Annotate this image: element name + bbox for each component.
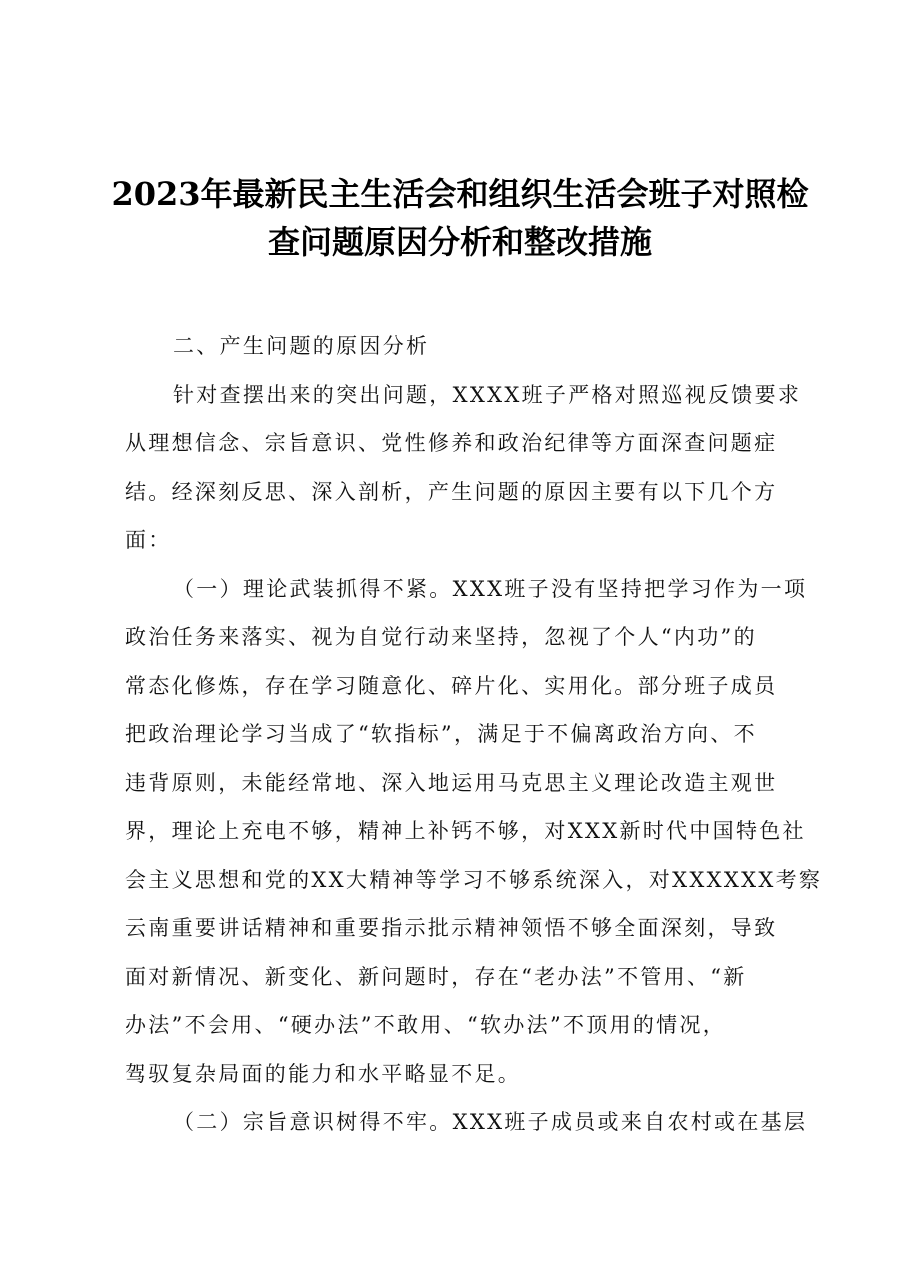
paragraph-line: 办法”不会用、“硬办法”不敢用、“软办法”不顶用的情况， — [125, 1013, 727, 1037]
paragraph-line: （一）理论武装抓得不紧。XXX班子没有坚持把学习作为一项 — [173, 576, 808, 601]
document-title — [80, 170, 840, 266]
paragraph-line: （二）宗旨意识树得不牢。XXX班子成员或来自农村或在基层 — [173, 1110, 808, 1134]
paragraph-line: 云南重要讲话精神和重要指示批示精神领悟不够全面深刻，导致 — [125, 916, 778, 940]
title-line-2: 查问题原因分析和整改措施 — [267, 223, 652, 261]
paragraph-line: 把政治理论学习当成了“软指标”，满足于不偏离政治方向、不 — [125, 722, 757, 746]
paragraph-line: 会主义思想和党的XX大精神等学习不够系统深入，对XXXXXX考察 — [125, 867, 823, 892]
paragraph-line: 结。经深刻反思、深入剖析，产生问题的原因主要有以下几个方 — [125, 479, 778, 504]
document-body — [125, 322, 825, 1147]
paragraph-line: 针对查摆出来的突出问题，XXXX班子严格对照巡视反馈要求 — [173, 382, 802, 407]
paragraph-1 — [125, 371, 825, 565]
paragraph-line: 常态化修炼，存在学习随意化、碎片化、实用化。部分班子成员 — [125, 673, 778, 698]
paragraph-line: 政治任务来落实、视为自觉行动来坚持，忽视了个人“内功”的 — [125, 625, 757, 649]
section-heading: 二、产生问题的原因分析 — [173, 334, 430, 358]
paragraph-2 — [125, 565, 825, 1099]
paragraph-line: 违背原则，未能经常地、深入地运用马克思主义理论改造主观世 — [125, 770, 778, 795]
paragraph-line: 界，理论上充电不够，精神上补钙不够，对XXX新时代中国特色社 — [125, 819, 806, 843]
title-line-1: 2023年最新民主生活会和组织生活会班子对照检 — [111, 175, 809, 213]
paragraph-line: 驾驭复杂局面的能力和水平略显不足。 — [125, 1061, 522, 1086]
paragraph-line: 面： — [125, 528, 172, 552]
paragraph-line: 从理想信念、宗旨意识、党性修养和政治纪律等方面深查问题症 — [125, 431, 778, 455]
paragraph-line: 面对新情况、新变化、新问题时，存在“老办法”不管用、“新 — [125, 964, 747, 989]
paragraph-3 — [125, 1098, 825, 1147]
